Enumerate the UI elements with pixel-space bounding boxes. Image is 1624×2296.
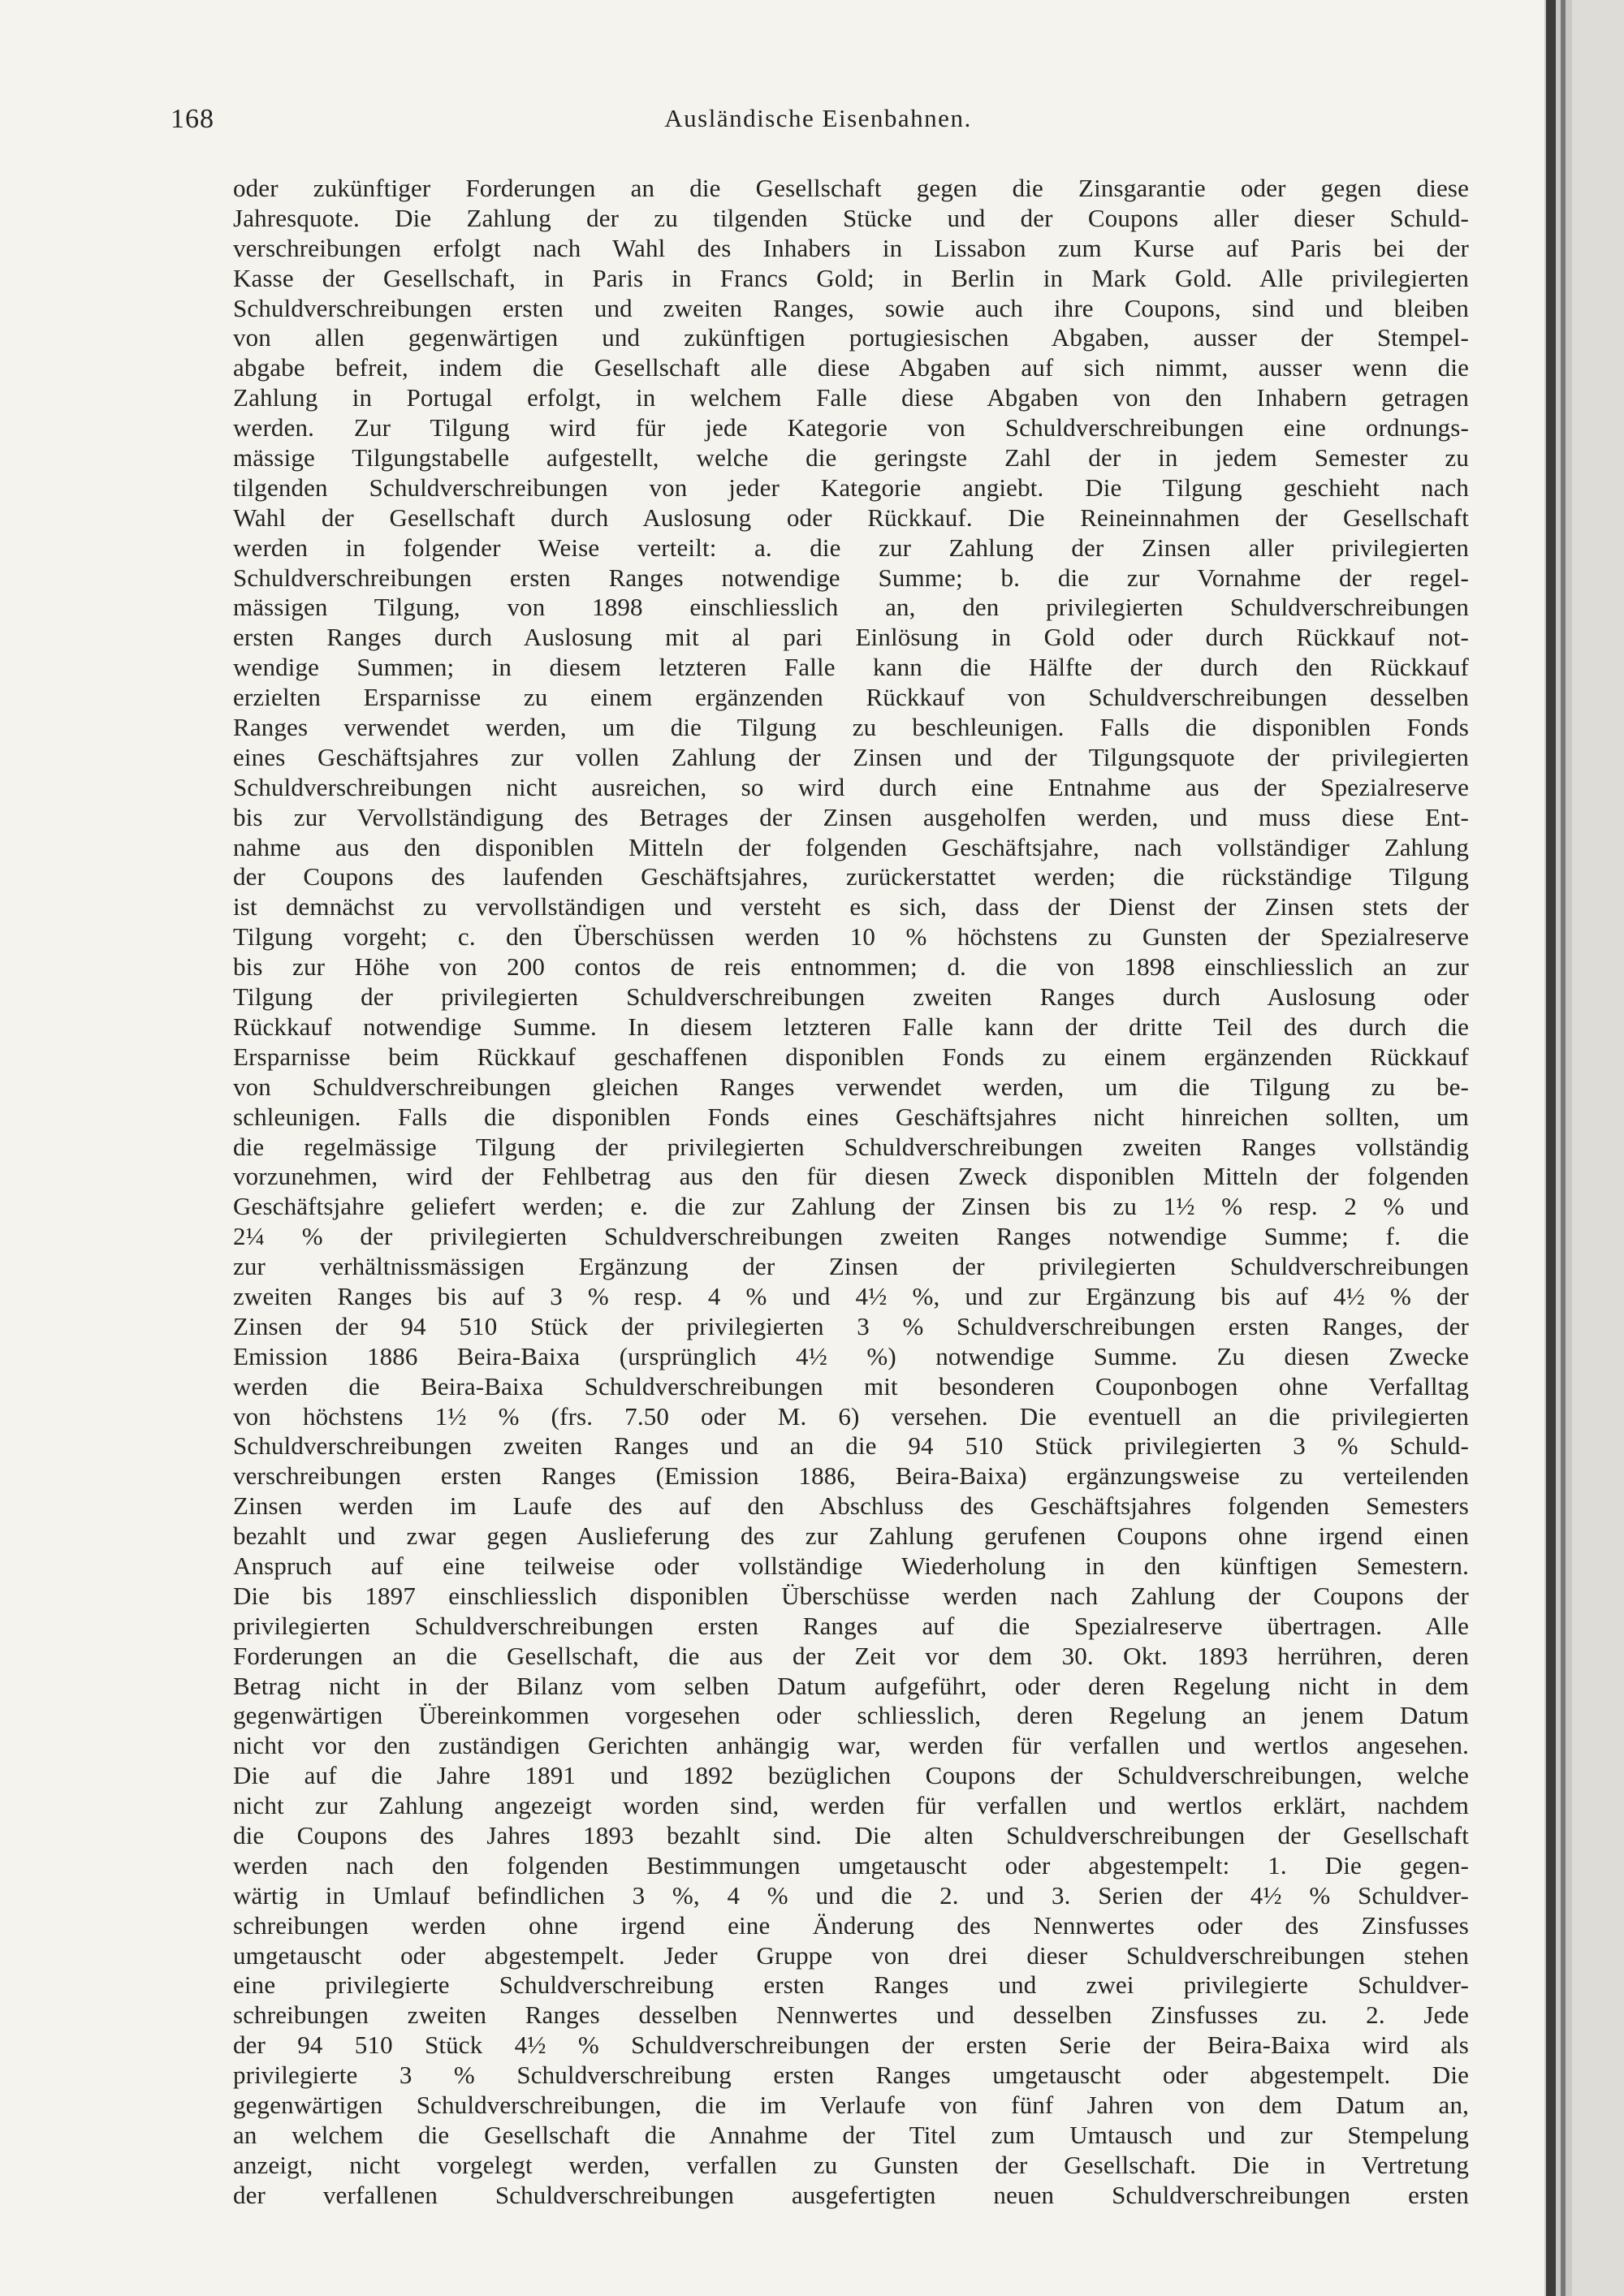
text-line: Zinsen der 94 510 Stück der privilegierten 3 % Schuldverschreibungen ersten Ranges, der [233,1311,1469,1340]
text-line: werden in folgender Weise verteilt: a. die zur Zahlung der Zinsen aller privilegierten [233,533,1469,562]
text-line: der verfallenen Schuldverschreibungen ausgefertigten neuen Schuldverschreibungen ersten [233,2180,1469,2209]
text-line: eines Geschäftsjahres zur vollen Zahlung der Zinsen und der Tilgungsquote der privilegierten [233,742,1469,771]
text-line: erzielten Ersparnisse zu einem ergänzenden Rückkauf von Schuldverschreibungen desselben [233,683,1469,712]
text-line: Schuldverschreibungen ersten Ranges notwendige Summe; b. die zur Vornahme der regel- [233,563,1469,592]
text-line: Schuldverschreibungen ersten und zweiten Ranges, sowie auch ihre Coupons, sind und bleiben [233,293,1469,322]
text-line: Die auf die Jahre 1891 und 1892 bezüglichen Coupons der Schuldverschreibungen, welche [233,1761,1469,1790]
text-line: werden. Zur Tilgung wird für jede Kategorie von Schuldverschreibungen eine ordnungs- [233,413,1469,442]
text-line: wärtig in Umlauf befindlichen 3 %, 4 % und die 2. und 3. Serien der 4½ % Schuldver- [233,1880,1469,1910]
text-line: ersten Ranges durch Auslosung mit al pari Einlösung in Gold oder durch Rückkauf not- [233,623,1469,652]
page-number: 168 [171,104,214,134]
text-line: Jahresquote. Die Zahlung der zu tilgenden Stücke und der Coupons aller dieser Schuld- [233,203,1469,232]
text-line: nicht vor den zuständigen Gerichten anhängig war, werden für verfallen und wertlos angesehen. [233,1731,1469,1760]
text-line: werden nach den folgenden Bestimmungen umgetauscht oder abgestempelt: 1. Die gegen- [233,1850,1469,1880]
text-line: gegenwärtigen Übereinkommen vorgesehen oder schliesslich, deren Regelung an jenem Datum [233,1701,1469,1730]
text-line: an welchem die Gesellschaft die Annahme der Titel zum Umtausch und zur Stempelung [233,2120,1469,2149]
text-line: Schuldverschreibungen zweiten Ranges und an die 94 510 Stück privilegierten 3 % Schuld- [233,1431,1469,1461]
text-line: privilegierte 3 % Schuldverschreibung ersten Ranges umgetauscht oder abgestempelt. Die [233,2061,1469,2090]
text-line: privilegierten Schuldverschreibungen ersten Ranges auf die Spezialreserve übertragen. Alle [233,1611,1469,1640]
text-line: vorzunehmen, wird der Fehlbetrag aus den für diesen Zweck disponiblen Mitteln der folgenden [233,1162,1469,1191]
text-line: umgetauscht oder abgestempelt. Jeder Gruppe von drei dieser Schuldverschreibungen stehen [233,1940,1469,1970]
text-line: verschreibungen erfolgt nach Wahl des Inhabers in Lissabon zum Kurse auf Paris bei der [233,233,1469,262]
text-line: von Schuldverschreibungen gleichen Ranges verwendet werden, um die Tilgung zu be- [233,1072,1469,1101]
text-line: mässigen Tilgung, von 1898 einschliesslich an, den privilegierten Schuldverschreibungen [233,593,1469,622]
page-header [171,104,1466,145]
text-line: eine privilegierte Schuldverschreibung ersten Ranges und zwei privilegierte Schuldver- [233,1970,1469,2000]
text-line: Wahl der Gesellschaft durch Auslosung oder Rückkauf. Die Reineinnahmen der Gesellschaft [233,503,1469,532]
text-line: bezahlt und zwar gegen Auslieferung des zur Zahlung gerufenen Coupons ohne irgend einen [233,1521,1469,1551]
text-line: Schuldverschreibungen nicht ausreichen, so wird durch eine Entnahme aus der Spezialreserve [233,772,1469,801]
text-line: die regelmässige Tilgung der privilegierten Schuldverschreibungen zweiten Ranges vollständig [233,1132,1469,1161]
text-line: Emission 1886 Beira-Baixa (ursprünglich 4½ %) notwendige Summe. Zu diesen Zwecke [233,1341,1469,1370]
text-line: tilgenden Schuldverschreibungen von jeder Kategorie angiebt. Die Tilgung geschieht nach [233,473,1469,502]
text-line: zur verhältnissmässigen Ergänzung der Zinsen der privilegierten Schuldverschreibungen [233,1252,1469,1281]
text-line: von allen gegenwärtigen und zukünftigen portugiesischen Abgaben, ausser der Stempel- [233,323,1469,352]
text-line: der Coupons des laufenden Geschäftsjahres, zurückerstattet werden; die rückständige Tilgung [233,862,1469,891]
text-line: Die bis 1897 einschliesslich disponiblen Überschüsse werden nach Zahlung der Coupons der [233,1581,1469,1610]
text-line: nahme aus den disponiblen Mitteln der folgenden Geschäftsjahre, nach vollständiger Zahlung [233,832,1469,861]
text-line: Rückkauf notwendige Summe. In diesem letzteren Falle kann der dritte Teil des durch die [233,1012,1469,1041]
text-line: bis zur Vervollständigung des Betrages der Zinsen ausgeholfen werden, und muss diese Ent- [233,802,1469,831]
text-line: Betrag nicht in der Bilanz vom selben Datum aufgeführt, oder deren Regelung nicht in dem [233,1671,1469,1700]
text-line: Ersparnisse beim Rückkauf geschaffenen disponiblen Fonds zu einem ergänzenden Rückkauf [233,1042,1469,1071]
text-line: abgabe befreit, indem die Gesellschaft alle diese Abgaben auf sich nimmt, ausser wenn die [233,353,1469,382]
text-line: Zinsen werden im Laufe des auf den Abschluss des Geschäftsjahres folgenden Semesters [233,1491,1469,1521]
text-line: verschreibungen ersten Ranges (Emission 1886, Beira-Baixa) ergänzungsweise zu verteilenden [233,1461,1469,1491]
text-line: nicht zur Zahlung angezeigt worden sind, werden für verfallen und wertlos erklärt, nachdem [233,1791,1469,1820]
text-line: Anspruch auf eine teilweise oder vollständige Wiederholung in den künftigen Semestern. [233,1551,1469,1580]
text-line: schreibungen zweiten Ranges desselben Nennwertes und desselben Zinsfusses zu. 2. Jede [233,2000,1469,2030]
text-line: Tilgung der privilegierten Schuldverschreibungen zweiten Ranges durch Auslosung oder [233,982,1469,1012]
text-line: von höchstens 1½ % (frs. 7.50 oder M. 6) versehen. Die eventuell an die privilegierten [233,1401,1469,1431]
text-line: bis zur Höhe von 200 contos de reis entnommen; d. die von 1898 einschliesslich an zur [233,952,1469,982]
text-line: wendige Summen; in diesem letzteren Falle kann die Hälfte der durch den Rückkauf [233,653,1469,682]
text-line: Ranges verwendet werden, um die Tilgung zu beschleunigen. Falls die disponiblen Fonds [233,713,1469,742]
page-binding-edge [1544,0,1624,2296]
text-line: Tilgung vorgeht; c. den Überschüssen werden 10 % höchstens zu Gunsten der Spezialreserve [233,922,1469,952]
text-line: 2¼ % der privilegierten Schuldverschreibungen zweiten Ranges notwendige Summe; f. die [233,1222,1469,1251]
text-line: schleunigen. Falls die disponiblen Fonds eines Geschäftsjahres nicht hinreichen sollten, um [233,1102,1469,1131]
text-line: oder zukünftiger Forderungen an die Gesellschaft gegen die Zinsgarantie oder gegen diese [233,174,1469,202]
text-line: zweiten Ranges bis auf 3 % resp. 4 % und 4½ %, und zur Ergänzung bis auf 4½ % der [233,1281,1469,1310]
text-line: werden die Beira-Baixa Schuldverschreibungen mit besonderen Couponbogen ohne Verfalltag [233,1371,1469,1400]
text-line: der 94 510 Stück 4½ % Schuldverschreibungen der ersten Serie der Beira-Baixa wird als [233,2031,1469,2060]
text-line: anzeigt, nicht vorgelegt werden, verfallen zu Gunsten der Gesellschaft. Die in Vertretung [233,2150,1469,2179]
text-line: gegenwärtigen Schuldverschreibungen, die im Verlaufe von fünf Jahren von dem Datum an, [233,2091,1469,2119]
body-text [233,174,1469,2211]
text-line: schreibungen werden ohne irgend eine Änderung des Nennwertes oder des Zinsfusses [233,1910,1469,1940]
text-line: Zahlung in Portugal erfolgt, in welchem Falle diese Abgaben von den Inhabern getragen [233,383,1469,412]
text-line: Geschäftsjahre geliefert werden; e. die zur Zahlung der Zinsen bis zu 1½ % resp. 2 % und [233,1192,1469,1221]
running-title: Ausländische Eisenbahnen. [664,104,972,132]
text-line: mässige Tilgungstabelle aufgestellt, welche die geringste Zahl der in jedem Semester zu [233,443,1469,473]
text-line: Forderungen an die Gesellschaft, die aus der Zeit vor dem 30. Okt. 1893 herrühren, deren [233,1641,1469,1670]
text-line: Kasse der Gesellschaft, in Paris in Francs Gold; in Berlin in Mark Gold. Alle privilegierten [233,263,1469,292]
text-line: ist demnächst zu vervollständigen und versteht es sich, dass der Dienst der Zinsen stets der [233,892,1469,921]
text-line: die Coupons des Jahres 1893 bezahlt sind. Die alten Schuldverschreibungen der Gesellschaft [233,1820,1469,1849]
